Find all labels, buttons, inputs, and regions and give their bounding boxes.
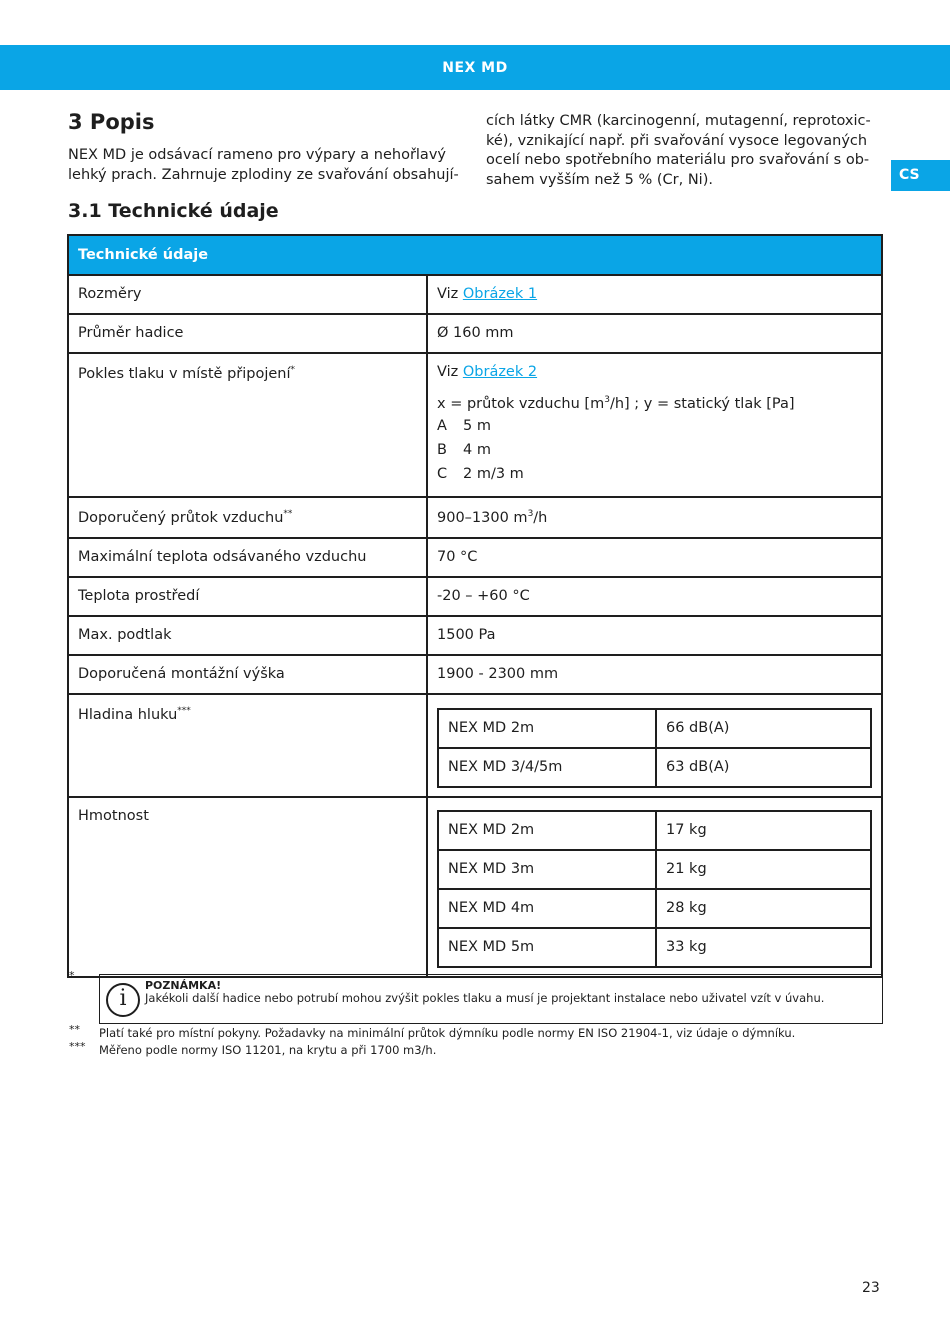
see-prefix: Viz: [437, 364, 459, 380]
axes-description: x = průtok vzduchu $[m^3/h]$ ; y = statický tlak [Pa]: [437, 395, 795, 412]
page-number: 23: [862, 1280, 880, 1296]
row-value: 900–1300 $m^3/h$: [427, 497, 882, 538]
list-item: NEX MD 2m 17 kg: [438, 811, 871, 850]
table-row: [68, 797, 882, 977]
row-label: Maximální teplota odsávaného vzduchu: [68, 538, 427, 577]
row-value: [427, 694, 882, 797]
footnote-mark-3: ***: [69, 1040, 86, 1053]
footnote-3: Měřeno podle normy ISO 11201, na krytu a při 1700 m3/h.: [99, 1043, 437, 1057]
table-row: [68, 577, 882, 616]
list-item: B 4 m: [437, 442, 491, 458]
row-value: [427, 797, 882, 977]
footnote-2: Platí také pro místní pokyny. Požadavky na minimální průtok dýmníku podle normy EN ISO 21904-1, viz údaje o dýmníku.: [99, 1026, 796, 1040]
figure-2-link[interactable]: Obrázek 2: [462, 364, 538, 380]
table-row: [68, 497, 882, 538]
list-item: C 2 m/3 m: [437, 466, 524, 482]
weight-subtable: [437, 810, 872, 968]
table-row: [68, 655, 882, 694]
row-label: Teplota prostředí: [68, 577, 427, 616]
table-row: [68, 353, 882, 497]
row-label: Doporučená montážní výška: [68, 655, 427, 694]
row-label: [68, 353, 427, 497]
row-value: [427, 353, 882, 497]
note-box: [99, 974, 883, 1024]
table-row: [68, 694, 882, 797]
row-label: Průměr hadice: [68, 314, 427, 353]
table-row: [68, 275, 882, 314]
note-title: POZNÁMKA!: [145, 979, 222, 992]
technical-data-table: [67, 234, 883, 978]
row-value: 70 °C: [427, 538, 882, 577]
header-bar: [0, 45, 950, 90]
list-item: A 5 m: [437, 418, 491, 434]
info-icon: i: [106, 983, 140, 1017]
see-prefix: Viz: [437, 286, 459, 302]
footnote-mark-1: *: [69, 969, 75, 982]
list-item: NEX MD 4m 28 kg: [438, 889, 871, 928]
row-label: Doporučený průtok vzduchu**: [68, 497, 427, 538]
row-value: 1900 - 2300 mm: [427, 655, 882, 694]
list-item: NEX MD 5m 33 kg: [438, 928, 871, 967]
noise-subtable: [437, 708, 872, 788]
table-row: [68, 616, 882, 655]
intro-paragraph-left: NEX MD je odsávací rameno pro výpary a nehořlavý lehký prach. Zahrnuje zplodiny ze svařování obsahují-: [68, 147, 459, 183]
note-text: Jakékoli další hadice nebo potrubí mohou zvýšit pokles tlaku a musí je projektant instalace nebo uživatel vzít v úvahu.: [145, 991, 825, 1005]
list-item: NEX MD 2m 66 dB(A): [438, 709, 871, 748]
footnote-mark: **: [283, 509, 293, 519]
label-text: Pokles tlaku v místě připojení: [78, 366, 291, 382]
header-title: NEX MD: [442, 59, 508, 76]
table-header: Technické údaje: [68, 235, 882, 275]
row-value: 1500 Pa: [427, 616, 882, 655]
list-item: NEX MD 3m 21 kg: [438, 850, 871, 889]
row-label: Hmotnost: [68, 797, 427, 977]
row-value: [427, 275, 882, 314]
table-row: [68, 314, 882, 353]
row-value: -20 – +60 °C: [427, 577, 882, 616]
footnote-mark: ***: [177, 706, 191, 716]
language-tab: CS: [891, 160, 950, 191]
subsection-title: 3.1 Technické údaje: [68, 200, 279, 222]
figure-1-link[interactable]: Obrázek 1: [462, 286, 538, 302]
table-row: [68, 538, 882, 577]
list-item: NEX MD 3/4/5m 63 dB(A): [438, 748, 871, 787]
length-list: [437, 414, 872, 486]
row-label: Hladina hluku***: [68, 694, 427, 797]
footnote-mark-2: **: [69, 1023, 80, 1036]
row-value: Ø 160 mm: [427, 314, 882, 353]
footnote-mark: *: [290, 365, 296, 375]
section-title: 3 Popis: [68, 110, 155, 134]
table-header-row: [68, 235, 882, 275]
intro-paragraph-right: cích látky CMR (karcinogenní, mutagenní, reprotoxic-ké), vznikající např. při svařování vysoce legovaných ocelí nebo spotřebního materiálu pro svařování s ob-sahem vyšším než 5 % (Cr, Ni).: [486, 113, 871, 188]
row-label: Rozměry: [68, 275, 427, 314]
row-label: Max. podtlak: [68, 616, 427, 655]
